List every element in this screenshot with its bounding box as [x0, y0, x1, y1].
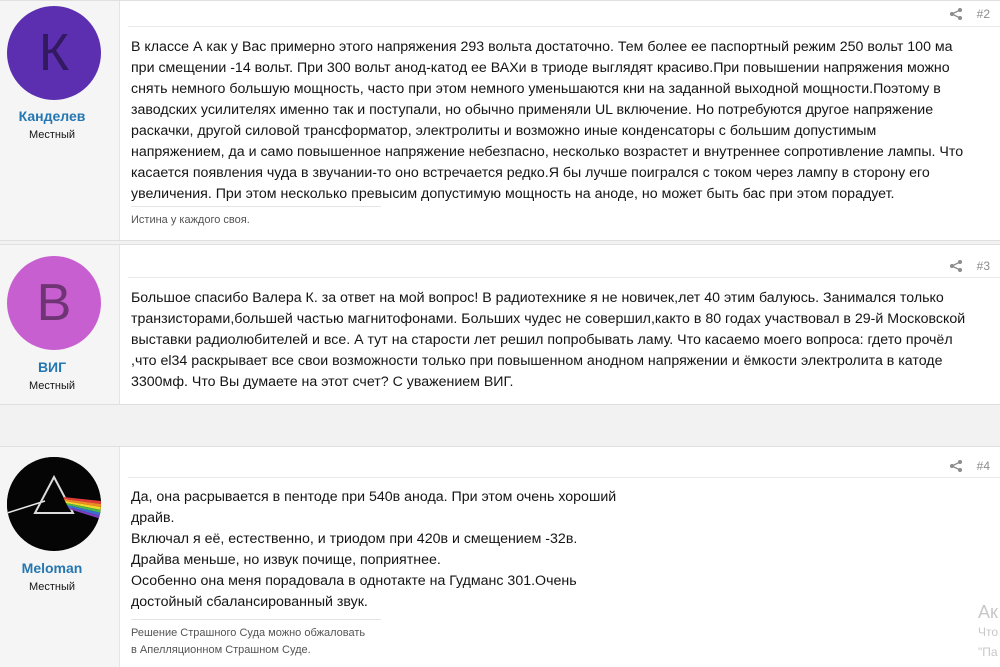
post-content [120, 245, 1000, 404]
post-content [120, 1, 1000, 240]
post-4 [0, 446, 1000, 667]
watermark-line: Ак [978, 602, 998, 622]
user-title: Местный [28, 581, 76, 593]
header-divider [128, 277, 1000, 278]
signature-divider [131, 619, 381, 620]
post-header [949, 253, 1000, 279]
post-body: Большое спасибо Валера К. за ответ на мой вопрос! В радиотехнике я не новичек,лет 40 этим балуюсь. Занимался только транзисторами,большей частью магнитофонами. Больших чудес не совершил,както в 80 годах участвовал в 29-й Московской выставки радиолюбителей и все. А тут на старости лет решил попробывать ламу. Что касаемо моего вопроса: гдето прочёл ,что el34 раскрывает все свои возможности только при повышенном анодном напряжении и ёмкости электролита в катоде 3300мф. Что Вы думаете на этот счет? С уважением ВИГ. [131, 290, 966, 390]
share-icon[interactable] [949, 7, 963, 21]
username[interactable]: Канделев [18, 108, 86, 124]
post-header [949, 453, 1000, 479]
watermark-line: "Па [978, 645, 998, 659]
user-title: Местный [28, 129, 76, 141]
username[interactable]: ВИГ [37, 359, 67, 375]
post-user-panel [0, 245, 120, 404]
avatar[interactable] [7, 6, 101, 100]
signature-divider [131, 206, 381, 207]
prism-icon [7, 457, 101, 551]
avatar-letter: К [38, 24, 70, 82]
share-icon[interactable] [949, 259, 963, 273]
post-2 [0, 0, 1000, 241]
signature: Истина у каждого своя. [131, 214, 250, 226]
header-divider [128, 26, 1000, 27]
post-body: Да, она расрывается в пентоде при 540в анода. При этом очень хороший драйв. Включал я её, естественно, и триодом при 420в и смещением -32в. Драйва меньше, но извук почище, поприятнее. Особенно она меня порадовала в однотакте на Гудманс 301.Очень достойный сбалансированный звук. [131, 489, 617, 610]
post-header [949, 1, 1000, 27]
avatar-letter: В [36, 274, 72, 332]
post-number[interactable]: #2 [976, 7, 990, 21]
header-divider [128, 477, 1000, 478]
signature: Решение Страшного Суда можно обжаловать в Апелляционном Страшном Суде. [131, 627, 366, 656]
avatar[interactable] [7, 457, 101, 551]
post-number[interactable]: #4 [976, 459, 990, 473]
post-content [120, 447, 1000, 667]
post-user-panel [0, 447, 120, 667]
user-title: Местный [28, 380, 76, 392]
share-icon[interactable] [949, 459, 963, 473]
watermark-overlay [978, 602, 1000, 662]
avatar[interactable] [7, 256, 101, 350]
post-body: В классе А как у Вас примерно этого напряжения 293 вольта достаточно. Тем более ее паспортный режим 250 вольт 100 ма при смещении -14 вольт. При 300 вольт анод-катод ее ВАХи в триоде выглядят красиво.При повышении напряжения можно снять немного большую мощность, часто при этом немного уменьшаются кни на заданной выходной мощности.Поэтому в заводских усилителях именно так и поступали, но обычно применяли UL включение. Но потребуются другое напряжение раскачки, другой силовой трансформатор, электролиты и возможно иные конденсаторы с большим допустимым напряжением, да и само повышенное напряжение небезпасно, несколько возрастет и внутреннее сопротивление лампы. Что касается появления чуда в звучании-то оно встречается редко.Я бы лучше поигрался с током через лампу в сторону его увеличения. При этом несколько превысим допустимую мощность на аноде, но может быть бас при этом порадует. [131, 39, 964, 202]
post-number[interactable]: #3 [976, 259, 990, 273]
post-3 [0, 244, 1000, 405]
username[interactable]: Meloman [21, 560, 83, 576]
post-user-panel [0, 1, 120, 240]
watermark-line: Что [978, 625, 999, 639]
